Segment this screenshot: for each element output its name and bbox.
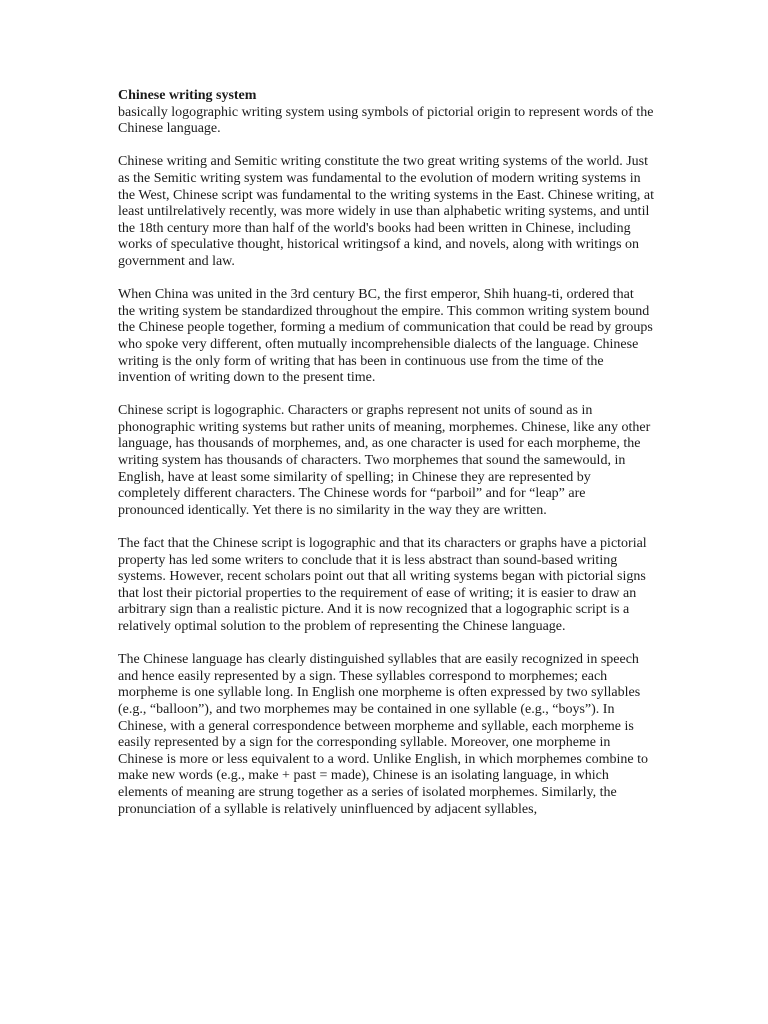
paragraph-1: Chinese writing and Semitic writing constitute the two great writing systems of the world. Just as the Semitic writing system was fundamental to the evolution of modern writing systems in the West, Chinese script was fundamental to the writing systems in the East. Chinese writing, at least untilrelatively recently, was more widely in use than alphabetic writing systems, and until the 18th century more than half of the world's books had been written in Chinese, including works of speculative thought, historical writingsof a kind, and novels, along with writings on government and law.	[118, 154, 654, 269]
document-page	[118, 88, 654, 835]
document-subtitle: basically logographic writing system using symbols of pictorial origin to represent words of the Chinese language.	[118, 104, 654, 137]
paragraph-4: The fact that the Chinese script is logographic and that its characters or graphs have a pictorial property has led some writers to conclude that it is less abstract than sound-based writing systems. However, recent scholars point out that all writing systems began with pictorial signs that lost their pictorial properties to the requirement of ease of writing; it is easier to draw an arbitrary sign than a realistic picture. And it is now recognized that a logographic script is a relatively optimal solution to the problem of representing the Chinese language.	[118, 536, 647, 634]
paragraph-3: Chinese script is logographic. Characters or graphs represent not units of sound as in phonographic writing systems but rather units of meaning, morphemes. Chinese, like any other language, has thousands of morphemes, and, as one character is used for each morpheme, the writing system has thousands of characters. Two morphemes that sound the samewould, in English, have at least some similarity of spelling; in Chinese they are represented by completely different characters. The Chinese words for “parboil” and for “leap” are pronounced identically. Yet there is no similarity in the way they are written.	[118, 403, 651, 518]
document-title: Chinese writing system	[118, 88, 257, 103]
paragraph-5: The Chinese language has clearly distinguished syllables that are easily recognized in speech and hence easily represented by a sign. These syllables correspond to morphemes; each morpheme is one syllable long. In English one morpheme is often expressed by two syllables (e.g., “balloon”), and two morphemes may be contained in one syllable (e.g., “boys”). In Chinese, with a general correspondence between morpheme and syllable, each morpheme is easily represented by a sign for the corresponding syllable. Moreover, one morpheme in Chinese is more or less equivalent to a word. Unlike English, in which morphemes combine to make new words (e.g., make + past = made), Chinese is an isolating language, in which elements of meaning are strung together as a series of isolated morphemes. Similarly, the pronunciation of a syllable is relatively uninfluenced by adjacent syllables,	[118, 652, 648, 817]
paragraph-2: When China was united in the 3rd century BC, the first emperor, Shih huang-ti, ordered that the writing system be standardized throughout the empire. This common writing system bound the Chinese people together, forming a medium of communication that could be read by groups who spoke very different, often mutually incomprehensible dialects of the language. Chinese writing is the only form of writing that has been in continuous use from the time of the invention of writing down to the present time.	[118, 287, 653, 386]
